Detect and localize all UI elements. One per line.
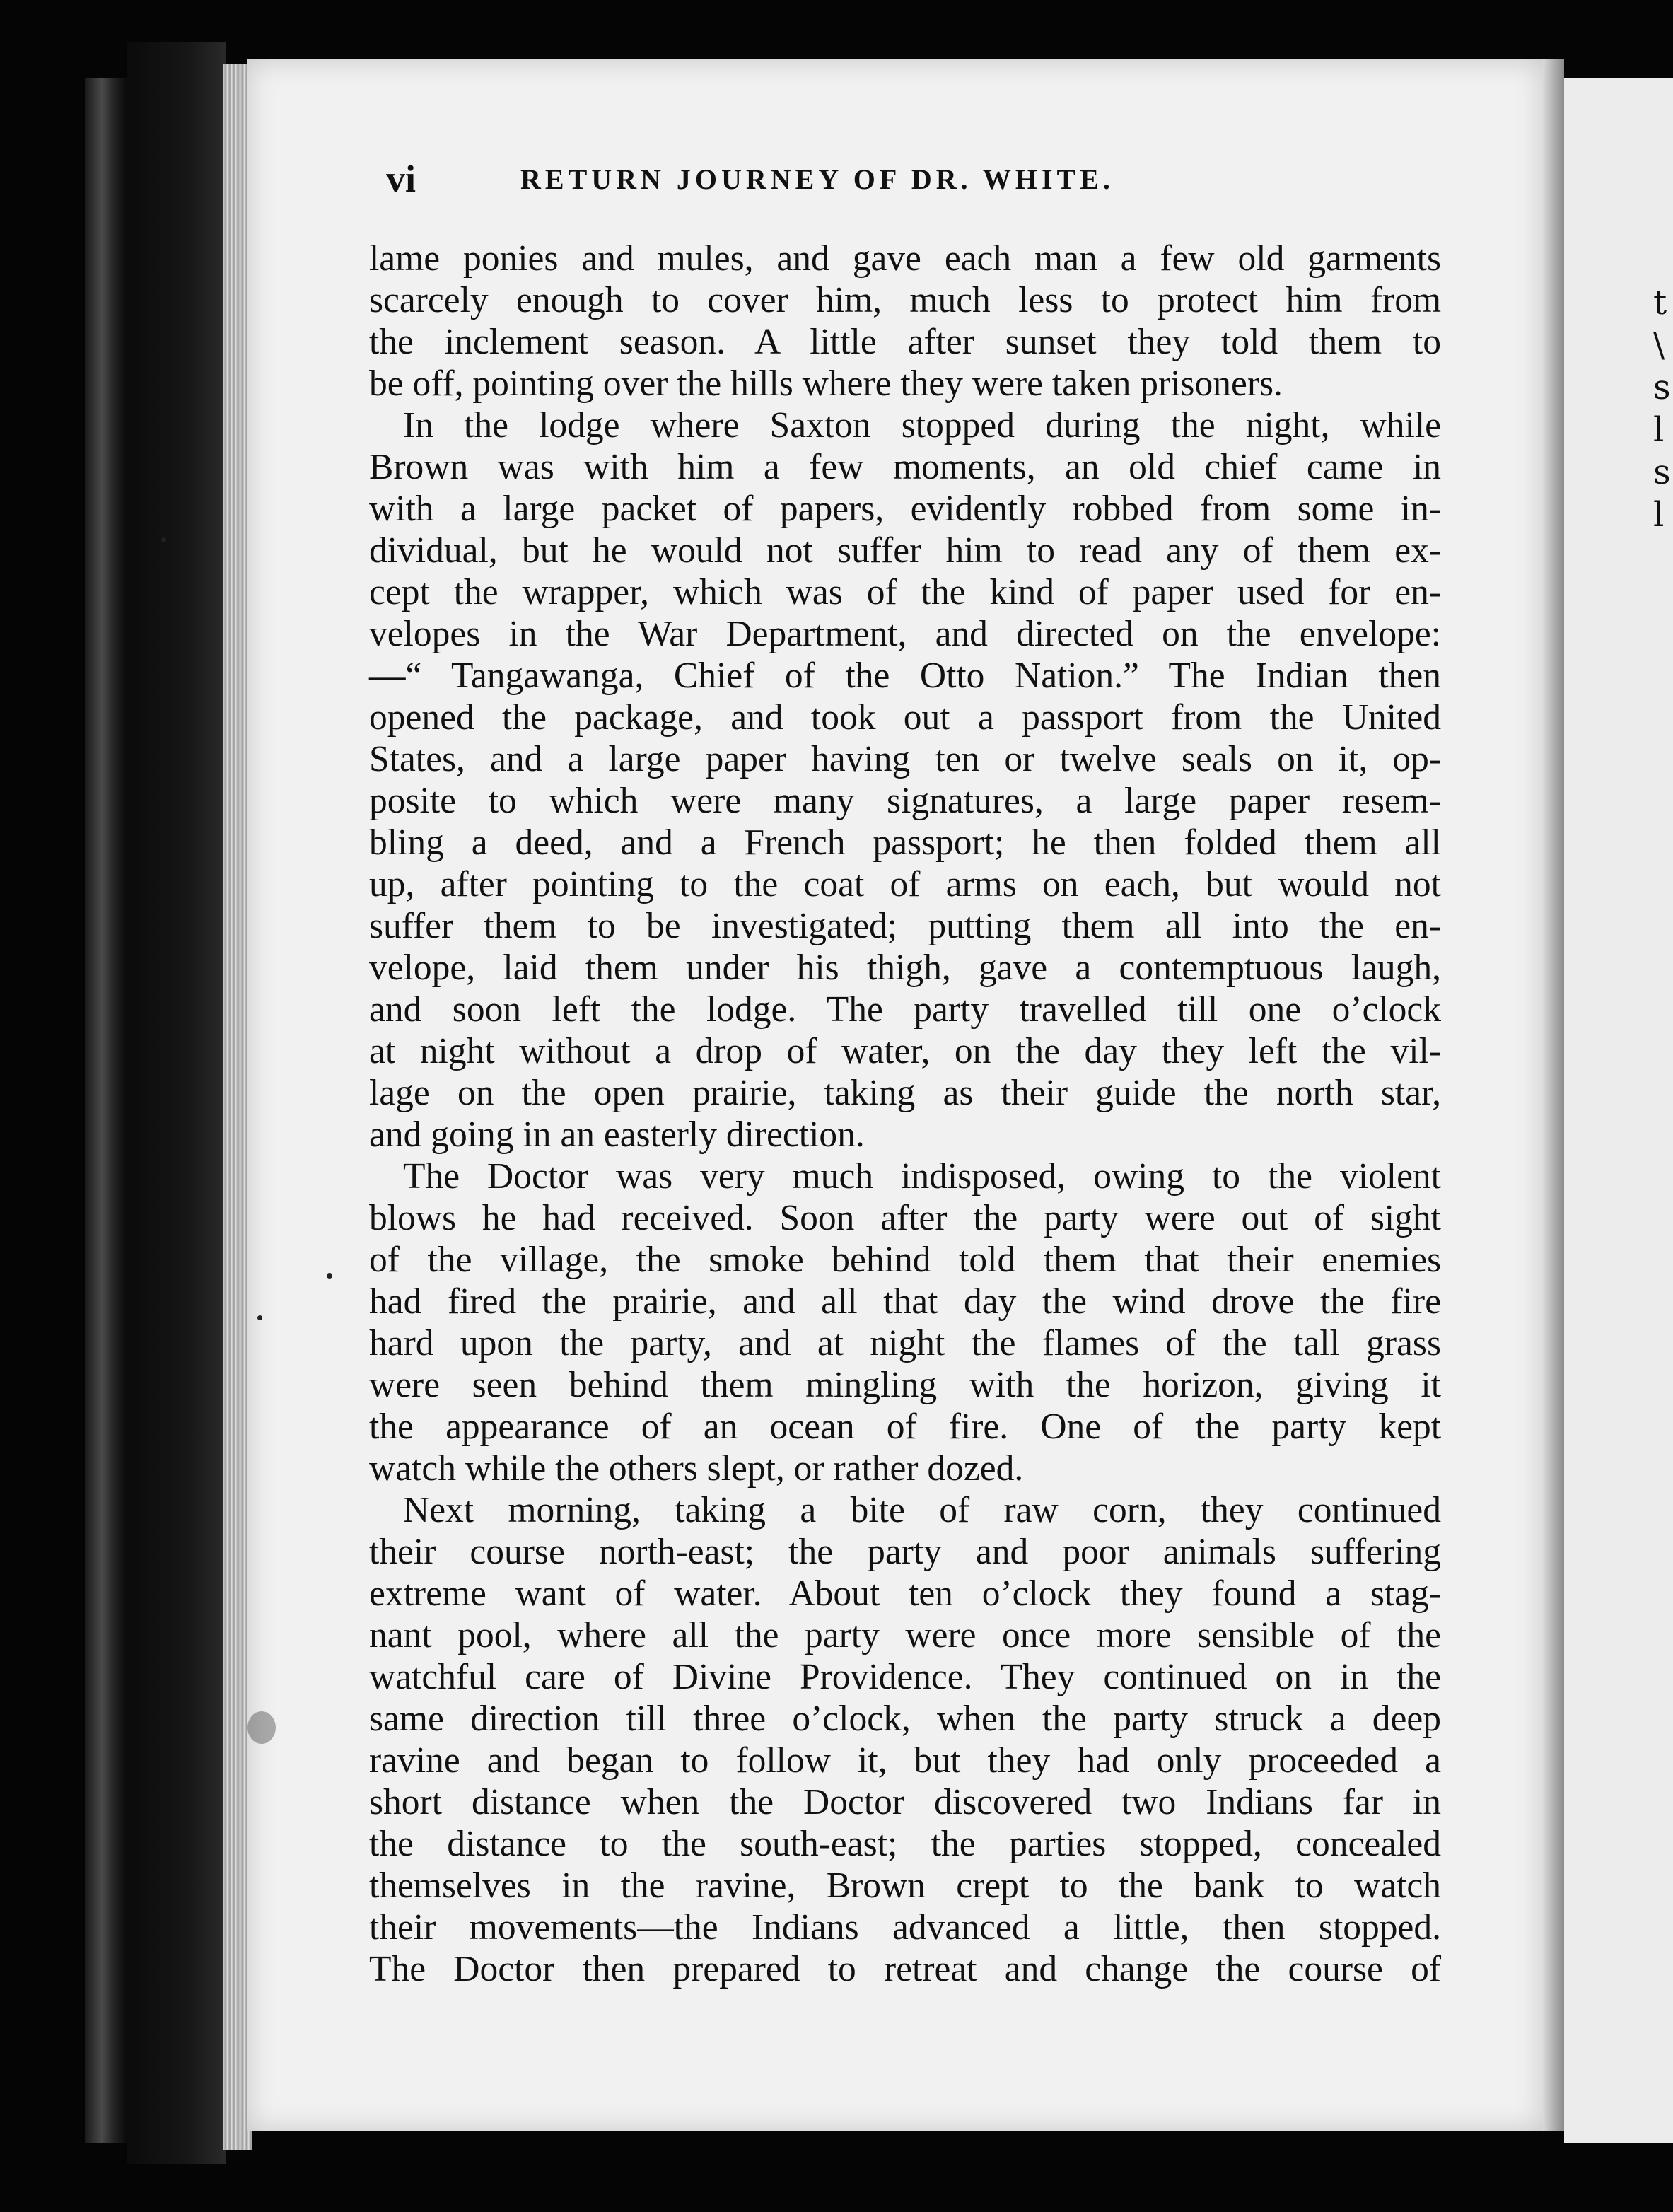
text-line: —“ Tangawanga, Chief of the Otto Nation.” The Indian then (369, 656, 1441, 696)
page-fold-shadow (1543, 59, 1564, 2131)
text-line: nant pool, where all the party were once more sensible of the (369, 1615, 1441, 1655)
scan-blemish (247, 1711, 276, 1744)
page-header (386, 157, 1426, 199)
text-line: had fired the prairie, and all that day the wind drove the fire (369, 1281, 1441, 1322)
text-line: hard upon the party, and at night the flames of the tall grass (369, 1323, 1441, 1363)
text-line: watch while the others slept, or rather dozed. (369, 1448, 1024, 1489)
text-line: their course north-east; the party and poor animals suffering (369, 1532, 1441, 1572)
scan-blemish (161, 537, 166, 542)
text-line: the distance to the south-east; the parties stopped, concealed (369, 1824, 1441, 1864)
scan-blemish (257, 1315, 262, 1320)
text-line: Brown was with him a few moments, an old chief came in (369, 447, 1441, 487)
text-line: the inclement season. A little after sunset they told them to (369, 322, 1441, 362)
text-line: lage on the open prairie, taking as their guide the north star, (369, 1073, 1441, 1113)
text-line: themselves in the ravine, Brown crept to the bank to watch (369, 1865, 1441, 1906)
paragraph-first-line: In the lodge where Saxton stopped during the night, while (403, 405, 1441, 446)
left-page-edge (85, 78, 127, 2143)
text-line: blows he had received. Soon after the party were out of sight (369, 1198, 1441, 1238)
page-number: vi (386, 158, 416, 200)
text-line: extreme want of water. About ten o’clock they found a stag- (369, 1573, 1441, 1614)
facing-page-fragment: t (1653, 283, 1667, 322)
text-line: velope, laid them under his thigh, gave a contemptuous laugh, (369, 948, 1441, 988)
text-line: and going in an easterly direction. (369, 1114, 865, 1155)
facing-page-fragment: s (1653, 368, 1671, 407)
text-line: cept the wrapper, which was of the kind of paper used for en- (369, 572, 1441, 612)
text-line: watchful care of Divine Providence. They continued on in the (369, 1657, 1441, 1697)
text-line: were seen behind them mingling with the horizon, giving it (369, 1365, 1441, 1405)
paragraph-first-line: The Doctor was very much indisposed, owing to the violent (403, 1156, 1441, 1197)
paragraph-first-line: Next morning, taking a bite of raw corn, they continued (403, 1490, 1441, 1530)
text-line: be off, pointing over the hills where they were taken prisoners. (369, 363, 1283, 404)
body-text (369, 238, 1441, 1990)
text-line: ravine and began to follow it, but they had only proceeded a (369, 1740, 1441, 1781)
text-line: opened the package, and took out a passport from the United (369, 697, 1441, 738)
text-line: with a large packet of papers, evidently robbed from some in- (369, 489, 1441, 529)
text-line: of the village, the smoke behind told them that their enemies (369, 1240, 1441, 1280)
text-line: States, and a large paper having ten or twelve seals on it, op- (369, 739, 1441, 779)
text-line: velopes in the War Department, and directed on the envelope: (369, 614, 1441, 654)
facing-page-fragment: s (1653, 453, 1671, 492)
text-line: the appearance of an ocean of fire. One of the party kept (369, 1407, 1441, 1447)
scan-blemish (327, 1273, 332, 1279)
text-line: same direction till three o’clock, when the party struck a deep (369, 1699, 1441, 1739)
text-line: at night without a drop of water, on the day they left the vil- (369, 1031, 1441, 1071)
running-head: RETURN JOURNEY OF DR. WHITE. (520, 163, 1114, 195)
text-line: The Doctor then prepared to retreat and change the course of (369, 1949, 1441, 1989)
text-line: dividual, but he would not suffer him to read any of them ex- (369, 530, 1441, 571)
text-line: their movements—the Indians advanced a little, then stopped. (369, 1907, 1441, 1948)
text-line: and soon left the lodge. The party travelled till one o’clock (369, 989, 1441, 1030)
text-line: scarcely enough to cover him, much less to protect him from (369, 280, 1441, 320)
text-line: suffer them to be investigated; putting them all into the en- (369, 906, 1441, 946)
book-spine-shadow (127, 42, 226, 2164)
text-line: lame ponies and mules, and gave each man a few old garments (369, 238, 1441, 279)
facing-page-fragment: l (1653, 410, 1665, 450)
text-line: short distance when the Doctor discovered two Indians far in (369, 1782, 1441, 1822)
text-line: bling a deed, and a French passport; he then folded them all (369, 822, 1441, 863)
facing-page-fragment: l (1653, 495, 1665, 535)
facing-page-fragment: \ (1653, 325, 1665, 365)
text-line: posite to which were many signatures, a large paper resem- (369, 781, 1441, 821)
text-line: up, after pointing to the coat of arms on each, but would not (369, 864, 1441, 904)
